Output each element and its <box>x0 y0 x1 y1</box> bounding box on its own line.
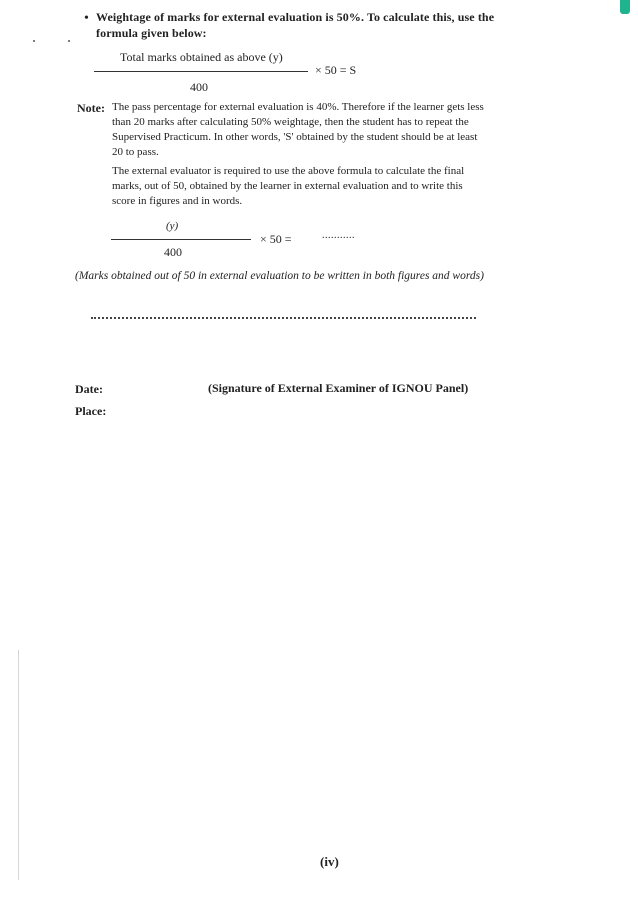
corner-tab-mark <box>620 0 630 14</box>
formula2-multiplier: × 50 = <box>260 232 292 246</box>
page-number: (iv) <box>320 854 339 869</box>
note-paragraph-pass-percentage: The pass percentage for external evaluation is 40%. Therefore if the learner gets less than 20 marks after calculating 50% weightage, then the student has to repeat the Supervised Practicum. In other words, 'S' obtained by the student should be at least 20 to pass. <box>112 101 484 158</box>
bullet-point-icon: • <box>84 11 89 26</box>
formula1-denominator: 400 <box>190 80 208 94</box>
note-label: Note: <box>77 101 105 115</box>
date-label: Date: <box>75 382 103 396</box>
formula1-multiplier: × 50 = S <box>315 63 357 77</box>
scan-speck <box>68 40 70 42</box>
formula2-result-blank: ........... <box>322 230 355 241</box>
formula1-numerator: Total marks obtained as above (y) <box>120 50 283 64</box>
formula2-fraction-bar <box>111 239 251 240</box>
note-paragraph-evaluator-instruction: The external evaluator is required to use the above formula to calculate the final marks, out of 50, obtained by the learner in external evaluation and to write this score in figures and in words. <box>112 165 465 207</box>
weightage-instruction: Weightage of marks for external evaluation is 50%. To calculate this, use the formula given below: <box>96 10 495 40</box>
marks-instruction: (Marks obtained out of 50 in external evaluation to be written in both figures and words) <box>75 270 484 282</box>
formula2-numerator: (y) <box>166 220 179 232</box>
formula1-fraction-bar <box>94 71 308 72</box>
place-label: Place: <box>75 404 107 418</box>
marks-entry-line <box>91 317 476 319</box>
scan-edge-line <box>18 650 19 880</box>
examiner-signature-label: (Signature of External Examiner of IGNOU Panel) <box>208 381 469 395</box>
scan-speck <box>33 40 35 42</box>
formula2-denominator: 400 <box>164 245 182 259</box>
